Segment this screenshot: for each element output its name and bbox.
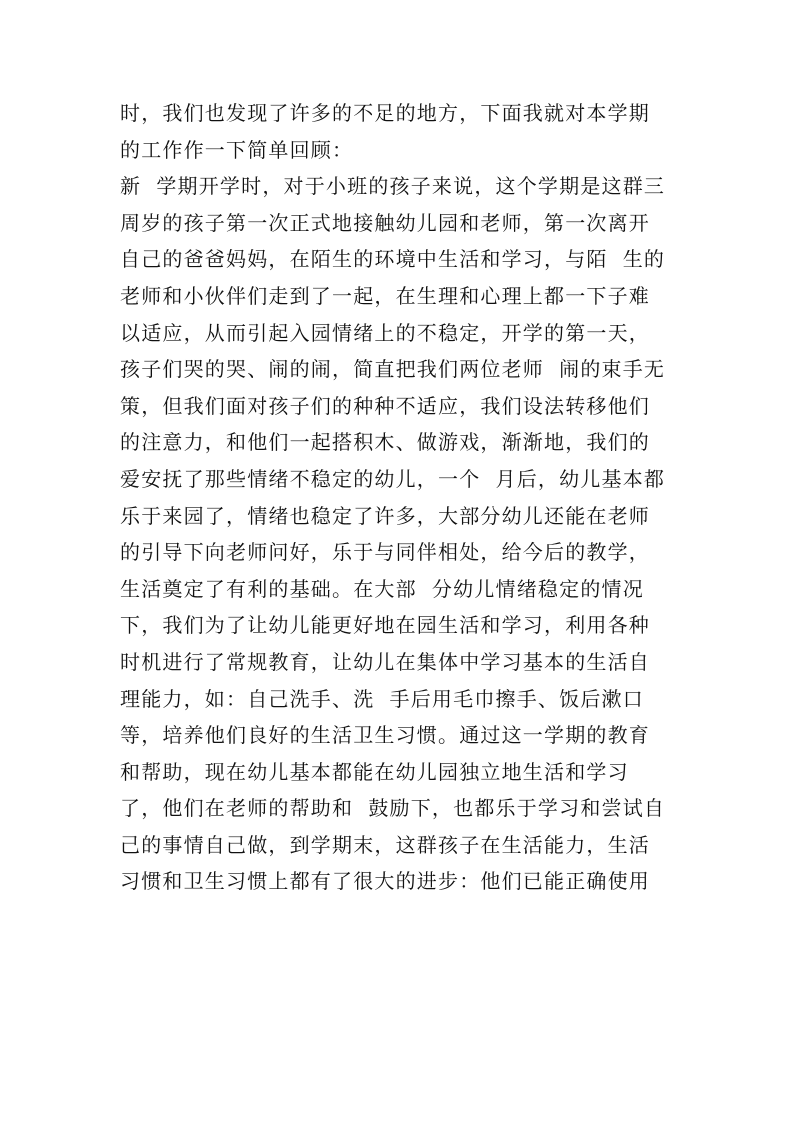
- text-line-19: 和帮助，现在幼儿基本都能在幼儿园独立地生活和学习: [120, 759, 629, 784]
- text-line-15: 下，我们为了让幼儿能更好地在园生活和学习，利用各种: [120, 613, 650, 638]
- text-line-2: 的工作作一下简单回顾：: [120, 137, 354, 162]
- text-line-1: 时，我们也发现了许多的不足的地方，下面我就对本学期: [120, 101, 650, 125]
- text-line-5: 自己的爸爸妈妈，在陌生的环境中生活和学习，与陌 生的: [120, 247, 666, 272]
- text-line-17: 理能力，如：自己洗手、洗 手后用毛巾擦手、饭后漱口: [120, 686, 644, 711]
- text-line-11: 爱安抚了那些情绪不稳定的幼儿，一个 月后，幼儿基本都: [120, 466, 666, 491]
- text-line-14: 生活奠定了有利的基础。在大部 分幼儿情绪稳定的情况: [120, 576, 644, 601]
- text-line-22: 习惯和卫生习惯上都有了很大的进步：他们已能正确使用: [120, 869, 650, 894]
- text-line-10: 的注意力，和他们一起搭积木、做游戏，渐渐地，我们的: [120, 430, 650, 455]
- text-line-8: 孩子们哭的哭、闹的闹，简直把我们两位老师 闹的束手无: [120, 357, 666, 382]
- text-line-20: 了，他们在老师的帮助和 鼓励下，也都乐于学习和尝试自: [120, 796, 666, 821]
- text-line-13: 的引导下向老师问好，乐于与同伴相处，给今后的教学，: [120, 540, 650, 565]
- text-line-4: 周岁的孩子第一次正式地接触幼儿园和老师，第一次离开: [120, 210, 650, 235]
- text-line-7: 以适应，从而引起入园情绪上的不稳定，开学的第一天，: [120, 320, 650, 345]
- text-line-18: 等，培养他们良好的生活卫生习惯。通过这一学期的教育: [120, 723, 650, 748]
- text-line-12: 乐于来园了，情绪也稳定了许多，大部分幼儿还能在老师: [120, 503, 650, 528]
- text-line-6: 老师和小伙伴们走到了一起，在生理和心理上都一下子难: [120, 283, 650, 308]
- text-line-21: 己的事情自己做，到学期末，这群孩子在生活能力，生活: [120, 832, 650, 857]
- text-line-3: 新 学期开学时，对于小班的孩子来说，这个学期是这群三: [120, 174, 666, 199]
- body-text: [120, 95, 680, 900]
- text-line-16: 时机进行了常规教育，让幼儿在集体中学习基本的生活自: [120, 649, 650, 674]
- text-line-9: 策，但我们面对孩子们的种种不适应，我们设法转移他们: [120, 393, 650, 418]
